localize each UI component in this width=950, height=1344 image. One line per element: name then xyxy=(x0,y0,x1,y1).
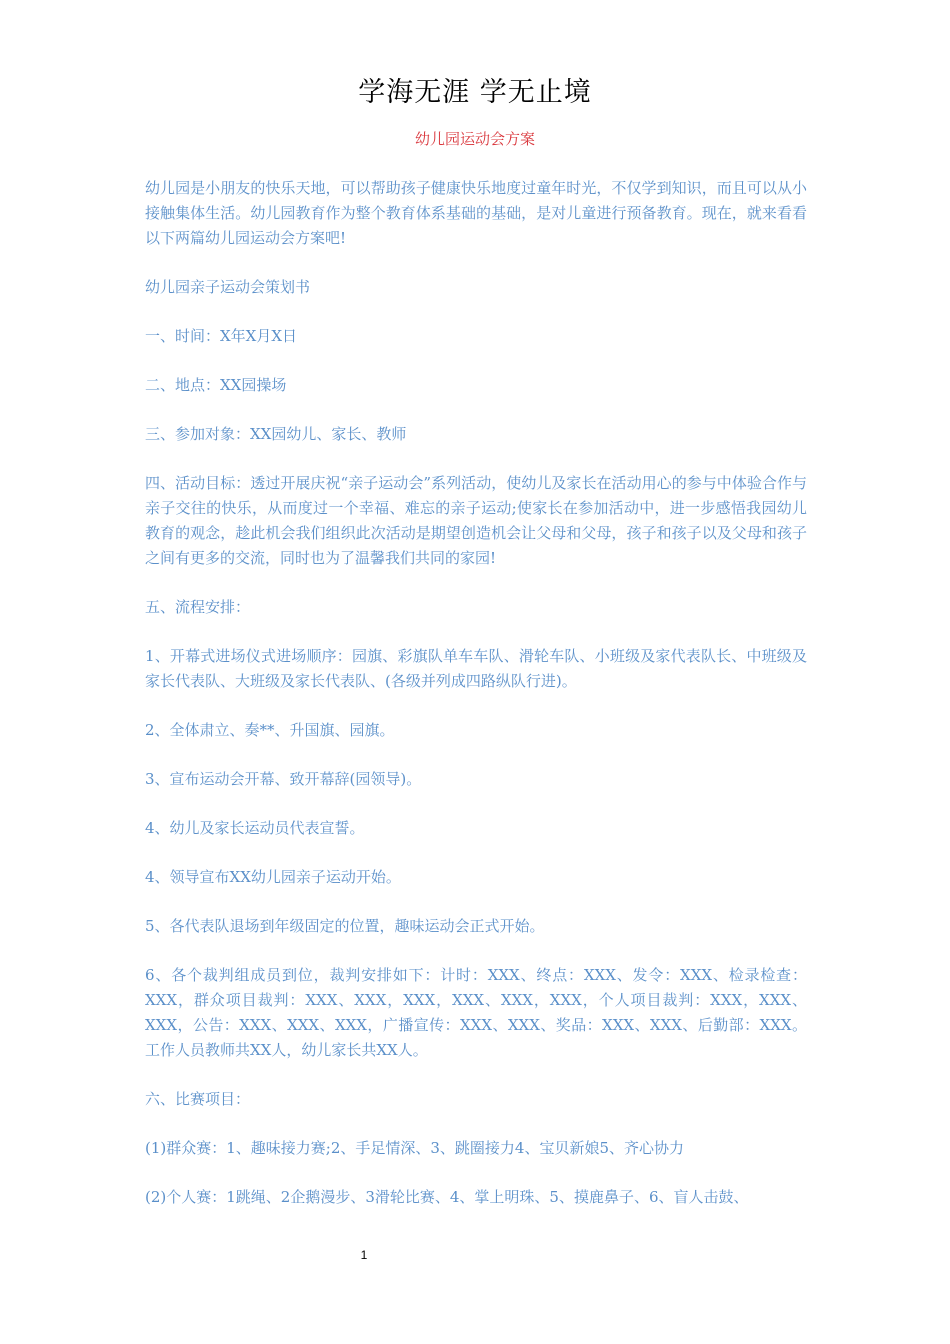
group-events: (1)群众赛：1、趣味接力赛;2、手足情深、3、跳圈接力4、宝贝新娘5、齐心协力 xyxy=(145,1139,685,1157)
referee-paragraph: 6、各个裁判组成员到位，裁判安排如下：计时：XXX、终点：XXX、发令：XXX、检录检查：XXX，群众项目裁判：XXX、XXX，XXX，XXX、XXX，XXX，个人项目裁判：XXX，XXX、XXX，公告：XXX、XXX、XXX，广播宣传：XXX、XXX、奖品：XXX、XXX、后勤部：XXX。工作人员教师共XX人，幼儿家长共XX人。 xyxy=(145,966,807,1059)
time-paragraph: 一、时间：X年X月X日 xyxy=(145,327,298,345)
schedule-heading: 五、流程安排： xyxy=(145,598,251,616)
objectives-paragraph: 四、活动目标：透过开展庆祝“亲子运动会”系列活动，使幼儿及家长在活动用心的参与中体验合作与亲子交往的快乐，从而度过一个幸福、难忘的亲子运动;使家长在参加活动中，进一步感悟我园幼儿教育的观念，趁此机会我们组织此次活动是期望创造机会让父母和父母，孩子和孩子以及父母和孩子之间有更多的交流，同时也为了温馨我们共同的家园! xyxy=(145,474,807,567)
schedule-item: 1、开幕式进场仪式进场顺序：园旗、彩旗队单车车队、滑轮车队、小班级及家代表队长、中班级及家长代表队、大班级及家长代表队、(各级并列成四路纵队行进)。 xyxy=(145,647,807,690)
header-title: 学海无涯 学无止境 xyxy=(358,77,592,108)
page-number: 1 xyxy=(360,1248,368,1262)
section-heading: 幼儿园亲子运动会策划书 xyxy=(145,278,311,296)
participants-paragraph: 三、参加对象：XX园幼儿、家长、教师 xyxy=(145,425,407,443)
document-title: 幼儿园运动会方案 xyxy=(414,130,535,148)
schedule-item: 4、幼儿及家长运动员代表宣誓。 xyxy=(145,819,365,837)
schedule-item: 4、领导宣布XX幼儿园亲子运动开始。 xyxy=(145,868,401,886)
schedule-item: 5、各代表队退场到年级固定的位置，趣味运动会正式开始。 xyxy=(145,917,545,935)
individual-events: (2)个人赛：1跳绳、2企鹅漫步、3滑轮比赛、4、掌上明珠、5、摸鹿鼻子、6、盲人击鼓、 xyxy=(145,1188,749,1206)
events-heading: 六、比赛项目： xyxy=(145,1090,251,1108)
schedule-item: 2、全体肃立、奏**、升国旗、园旗。 xyxy=(145,721,395,739)
schedule-item: 3、宣布运动会开幕、致开幕辞(园领导)。 xyxy=(145,770,422,788)
location-paragraph: 二、地点：XX园操场 xyxy=(145,376,287,394)
document-body xyxy=(145,176,807,1210)
intro-paragraph: 幼儿园是小朋友的快乐天地，可以帮助孩子健康快乐地度过童年时光，不仅学到知识，而且可以从小接触集体生活。幼儿园教育作为整个教育体系基础的基础，是对儿童进行预备教育。现在，就来看看以下两篇幼儿园运动会方案吧! xyxy=(145,179,807,247)
